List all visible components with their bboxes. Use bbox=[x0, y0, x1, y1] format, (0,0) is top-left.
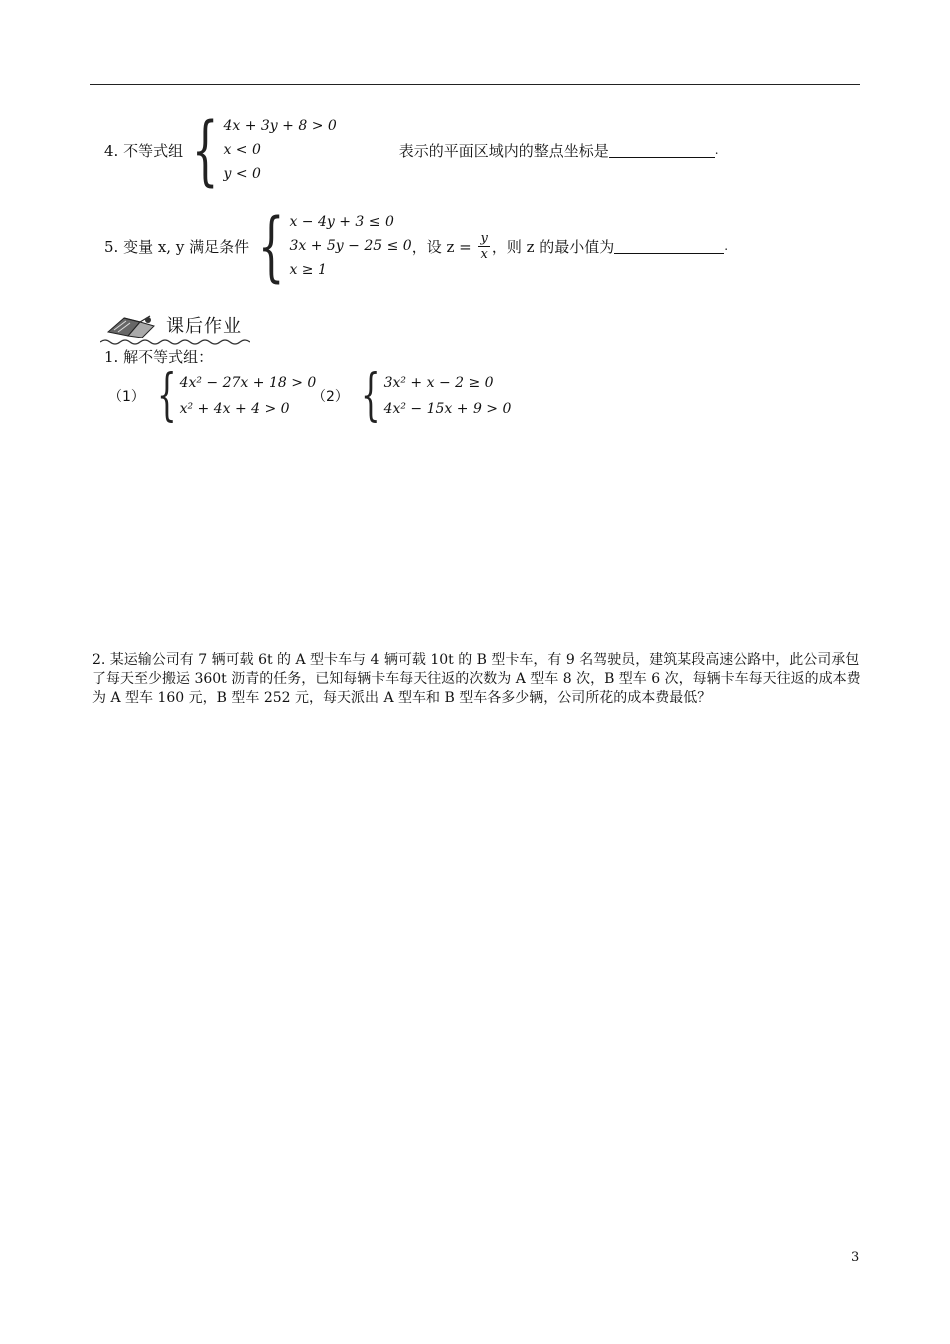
q5-end: . bbox=[724, 239, 729, 253]
q5-line-1: x − 4y + 3 ≤ 0 bbox=[289, 214, 394, 230]
part-2-system bbox=[384, 370, 512, 422]
homework-2-text: 2. 某运输公司有 7 辆可载 6t 的 A 型卡车与 4 辆可载 10t 的 B 型卡车，有 9 名驾驶员，建筑某段高速公路中，此公司承包了每天至少搬运 360t 沥青的任务，已知每辆卡车每天往返的次数为 A 型车 8 次，B 型车 6 次，每辆卡车每天往返的成本费为 A 型车 160 元，B 型车 252 元，每天派出 A 型车和 B 型车各多少辆，公司所花的成本费最低？ bbox=[92, 652, 861, 706]
q4-line-1: 4x + 3y + 8 > 0 bbox=[223, 118, 337, 134]
fraction-denominator: x bbox=[480, 246, 488, 262]
left-brace: { bbox=[257, 201, 285, 290]
q4-line-2: x < 0 bbox=[223, 142, 261, 158]
part-1-line-1: 4x² − 27x + 18 > 0 bbox=[179, 375, 317, 391]
question-4 bbox=[104, 105, 719, 194]
book-icon bbox=[104, 312, 158, 338]
q5-mid: ，设 z = bbox=[411, 237, 477, 256]
q4-prefix: 4. 不等式组 bbox=[104, 141, 184, 160]
q5-line-3: x ≥ 1 bbox=[289, 262, 327, 278]
q4-line-3: y < 0 bbox=[223, 166, 261, 182]
homework-1-text: 1. 解不等式组： bbox=[104, 348, 214, 366]
answer-blank-q5[interactable] bbox=[614, 239, 724, 254]
fraction-y-over-x bbox=[478, 231, 489, 262]
section-homework bbox=[104, 312, 242, 338]
q4-end: . bbox=[714, 143, 719, 157]
q5-suffix: ，则 z 的最小值为 bbox=[491, 237, 615, 256]
section-title: 课后作业 bbox=[166, 316, 242, 337]
part-2-line-1: 3x² + x − 2 ≥ 0 bbox=[383, 375, 494, 391]
left-brace: { bbox=[156, 363, 177, 428]
left-brace: { bbox=[360, 363, 381, 428]
page-number: 3 bbox=[851, 1250, 860, 1265]
wavy-underline bbox=[100, 338, 250, 346]
part-1-system bbox=[180, 370, 317, 422]
q5-prefix: 5. 变量 x, y 满足条件 bbox=[104, 237, 250, 256]
q5-line-2: 3x + 5y − 25 ≤ 0 bbox=[289, 238, 412, 254]
homework-1-part-2 bbox=[312, 363, 512, 428]
fraction-numerator: y bbox=[480, 230, 488, 246]
header-rule bbox=[90, 84, 860, 85]
question-5 bbox=[104, 201, 729, 290]
homework-1-part-1 bbox=[108, 363, 317, 428]
answer-blank-q4[interactable] bbox=[609, 143, 715, 158]
q4-system bbox=[223, 114, 336, 186]
q5-system bbox=[289, 210, 411, 282]
part-1-line-2: x² + 4x + 4 > 0 bbox=[179, 401, 290, 417]
part-2-label: （2） bbox=[312, 389, 349, 405]
part-2-line-2: 4x² − 15x + 9 > 0 bbox=[383, 401, 512, 417]
part-1-label: （1） bbox=[108, 389, 145, 405]
left-brace: { bbox=[191, 105, 219, 194]
q4-suffix: 表示的平面区域内的整点坐标是 bbox=[398, 141, 609, 160]
